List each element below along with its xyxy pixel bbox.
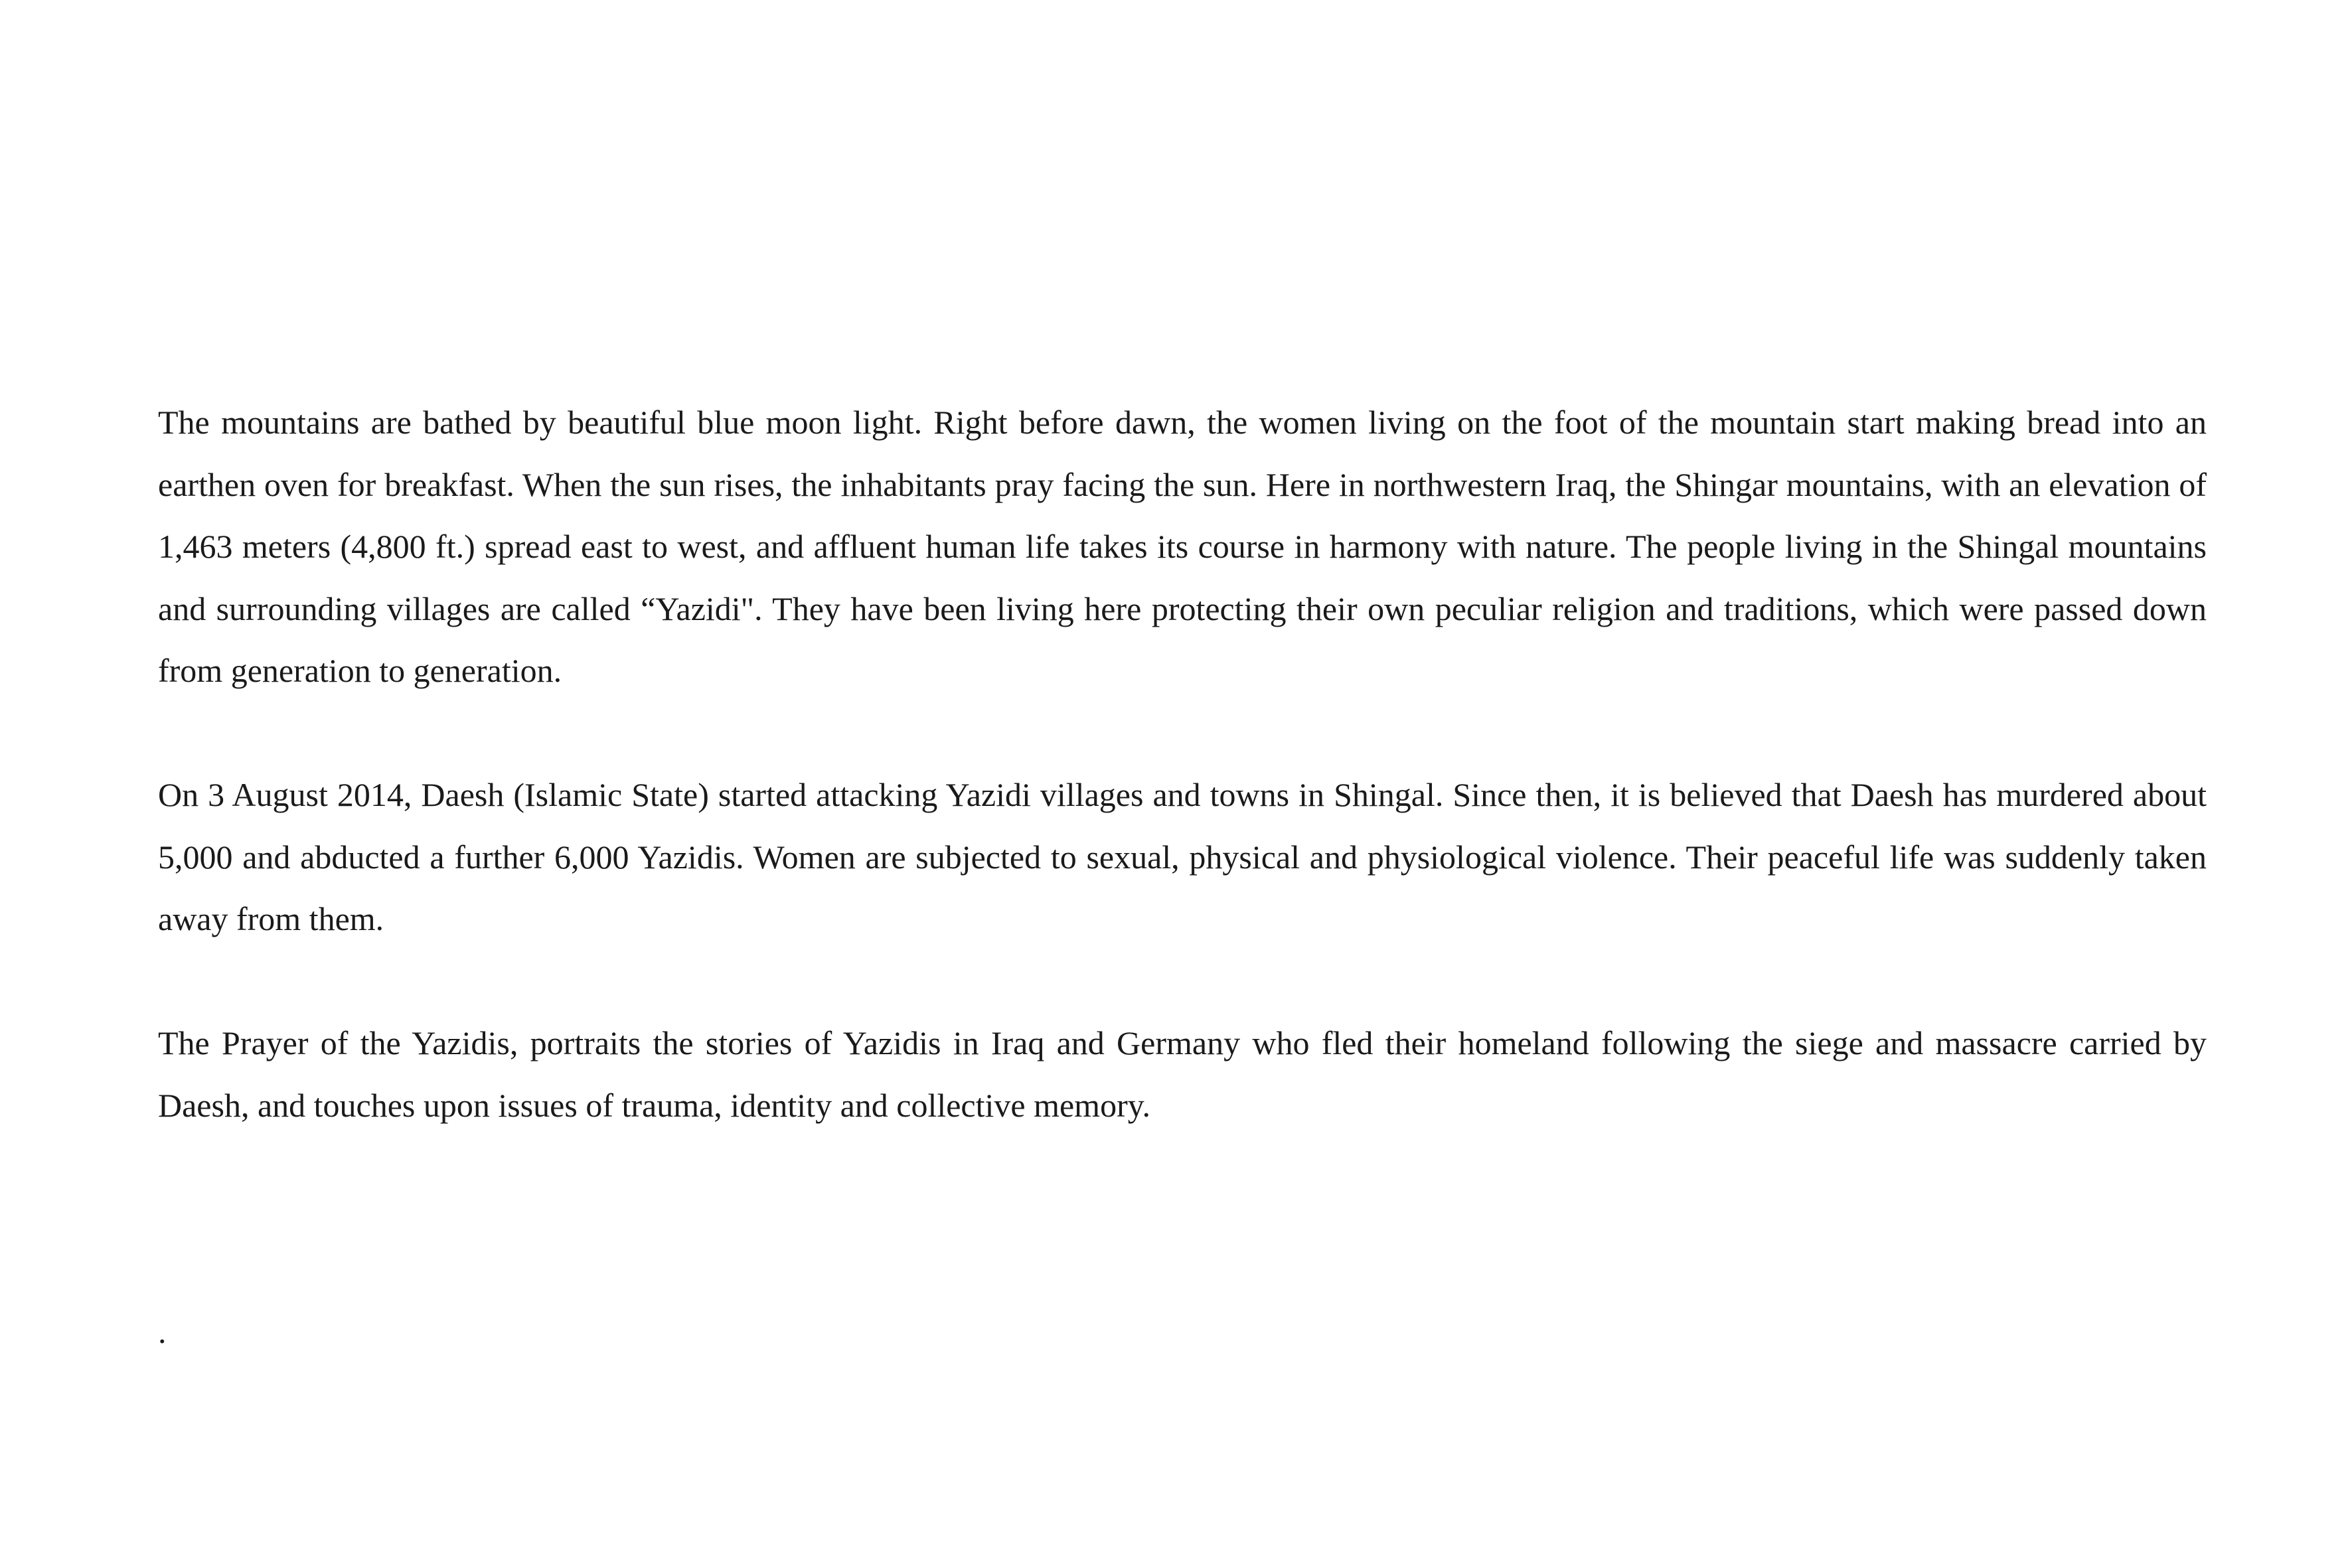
trailing-period: . bbox=[158, 1313, 167, 1350]
paragraph-intro: The mountains are bathed by beautiful blue moon light. Right before dawn, the women living on the foot of the mountain start making bread into an earthen oven for breakfast. When the sun rises, the inhabitants pray facing the sun. Here in northwestern Iraq, the Shingar mountains, with an elevation of 1,463 meters (4,800 ft.) spread east to west, and affluent human life takes its course in harmony with nature. The people living in the Shingal mountains and surrounding villages are called “Yazidi". They have been living here protecting their own peculiar religion and traditions, which were passed down from generation to generation. bbox=[158, 404, 2207, 689]
paragraph-attack: On 3 August 2014, Daesh (Islamic State) started attacking Yazidi villages and towns in Shingal. Since then, it is believed that Daesh has murdered about 5,000 and abducted a further 6,000 Yazidis. Women are subjected to sexual, physical and physiological violence. Their peaceful life was suddenly taken away from them. bbox=[158, 776, 2207, 937]
document-body bbox=[158, 392, 2207, 1137]
paragraph-project: The Prayer of the Yazidis, portraits the stories of Yazidis in Iraq and Germany who fled their homeland following the siege and massacre carried by Daesh, and touches upon issues of trauma, identity and collective memory. bbox=[158, 1024, 2207, 1124]
